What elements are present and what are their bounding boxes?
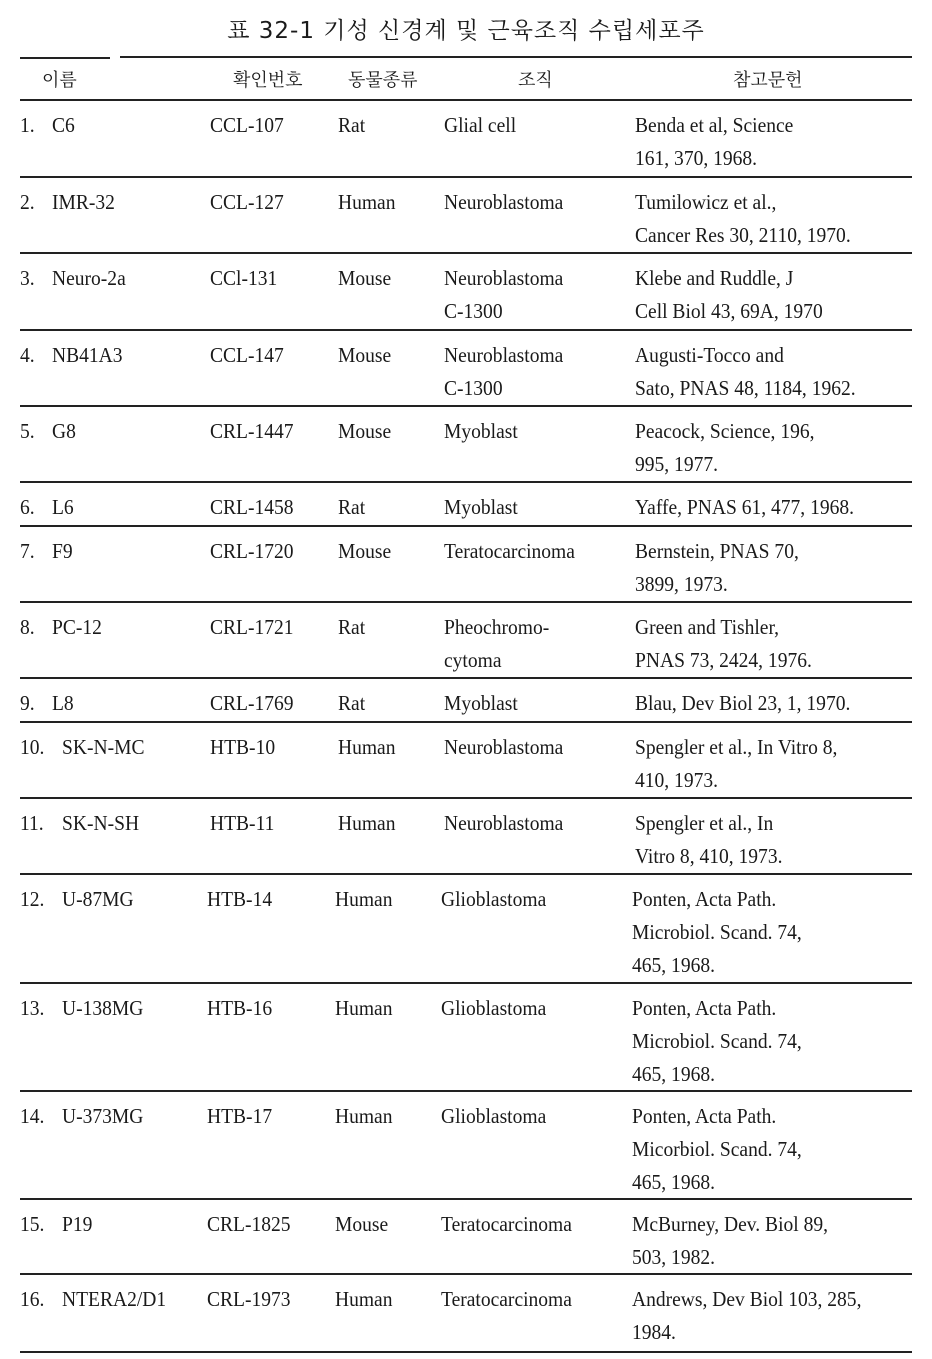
cell-name: SK-N-SH [62, 811, 140, 835]
cell-reference: Ponten, Acta Path. Microbiol. Scand. 74, 465, 1968. [632, 887, 802, 977]
cell-id: CRL-1973 [207, 1287, 291, 1311]
cell-num: 16. [20, 1287, 45, 1311]
cell-species: Human [338, 811, 396, 835]
cell-tissue: Neuroblastoma [444, 811, 564, 835]
cell-reference: Green and Tishler, PNAS 73, 2424, 1976. [635, 615, 812, 672]
cell-num: 1. [20, 113, 35, 137]
header-species: 동물종류 [348, 70, 418, 91]
cell-num: 7. [20, 539, 35, 563]
cell-id: HTB-17 [207, 1104, 273, 1128]
cell-tissue: Teratocarcinoma [441, 1212, 572, 1236]
cell-reference: Tumilowicz et al., Cancer Res 30, 2110, 1970. [635, 190, 851, 247]
cell-reference: McBurney, Dev. Biol 89, 503, 1982. [632, 1212, 828, 1269]
cell-tissue: Glioblastoma [441, 1104, 547, 1128]
cell-name: PC-12 [52, 615, 102, 639]
cell-tissue: Myoblast [444, 691, 518, 715]
cell-id: CRL-1721 [210, 615, 294, 639]
cell-id: CCL-107 [210, 113, 284, 137]
cell-reference: Benda et al, Science 161, 370, 1968. [635, 113, 794, 170]
cell-tissue: Teratocarcinoma [441, 1287, 572, 1311]
cell-num: 5. [20, 419, 35, 443]
cell-species: Mouse [338, 419, 392, 443]
cell-species: Mouse [338, 266, 392, 290]
cell-num: 6. [20, 495, 35, 519]
cell-id: HTB-16 [207, 996, 273, 1020]
cell-reference: Ponten, Acta Path. Microbiol. Scand. 74, 465, 1968. [632, 996, 802, 1086]
cell-tissue: Teratocarcinoma [444, 539, 575, 563]
cell-species: Rat [338, 691, 366, 715]
cell-reference: Yaffe, PNAS 61, 477, 1968. [635, 495, 855, 519]
cell-name: F9 [52, 539, 73, 563]
cell-name: P19 [62, 1212, 93, 1236]
cell-name: G8 [52, 419, 76, 443]
cell-reference: Spengler et al., In Vitro 8, 410, 1973. [635, 811, 783, 868]
cell-id: CRL-1825 [207, 1212, 291, 1236]
cell-reference: Ponten, Acta Path. Micorbiol. Scand. 74, 465, 1968. [632, 1104, 802, 1194]
cell-species: Human [338, 735, 396, 759]
cell-num: 10. [20, 735, 45, 759]
cell-num: 8. [20, 615, 35, 639]
cell-tissue: Glial cell [444, 113, 517, 137]
table-title: 표 32-1 기성 신경계 및 근육조직 수립세포주 [227, 18, 705, 44]
cell-name: U-138MG [62, 996, 144, 1020]
cell-num: 13. [20, 996, 45, 1020]
cell-tissue: Myoblast [444, 495, 518, 519]
cell-num: 2. [20, 190, 35, 214]
top-rule-right [120, 56, 912, 58]
cell-id: CCL-127 [210, 190, 284, 214]
top-rule-left [20, 57, 110, 59]
cell-name: L6 [52, 495, 74, 519]
cell-species: Human [335, 1104, 393, 1128]
cell-species: Human [338, 190, 396, 214]
table-row [20, 875, 912, 984]
table-row [20, 799, 912, 875]
table-row [20, 331, 912, 407]
cell-tissue: Neuroblastoma C-1300 [444, 266, 564, 323]
cell-tissue: Neuroblastoma C-1300 [444, 343, 564, 400]
cell-num: 11. [20, 811, 44, 835]
cell-num: 15. [20, 1212, 45, 1236]
cell-species: Human [335, 1287, 393, 1311]
table-row [20, 723, 912, 799]
cell-tissue: Pheochromo- cytoma [444, 615, 550, 672]
cell-tissue: Neuroblastoma [444, 735, 564, 759]
cell-id: HTB-14 [207, 887, 273, 911]
cell-reference: Andrews, Dev Biol 103, 285, 1984. [632, 1287, 862, 1344]
table-row [20, 254, 912, 331]
cell-id: CRL-1769 [210, 691, 294, 715]
cell-id: HTB-11 [210, 811, 275, 835]
cell-species: Mouse [335, 1212, 389, 1236]
cell-id: CCl-131 [210, 266, 278, 290]
table-row [20, 984, 912, 1092]
cell-species: Rat [338, 113, 366, 137]
header-reference: 참고문헌 [733, 70, 803, 91]
cell-name: L8 [52, 691, 74, 715]
cell-num: 12. [20, 887, 45, 911]
cell-id: HTB-10 [210, 735, 276, 759]
cell-id: CRL-1458 [210, 495, 294, 519]
cell-species: Human [335, 887, 393, 911]
cell-species: Rat [338, 615, 366, 639]
cell-id: CRL-1447 [210, 419, 294, 443]
cell-reference: Augusti-Tocco and Sato, PNAS 48, 1184, 1962. [635, 343, 856, 400]
table-row [20, 1275, 912, 1353]
cell-name: NTERA2/D1 [62, 1287, 167, 1311]
cell-reference: Peacock, Science, 196, 995, 1977. [635, 419, 815, 476]
cell-tissue: Glioblastoma [441, 887, 547, 911]
table-row [20, 527, 912, 603]
cell-species: Mouse [338, 539, 392, 563]
cell-num: 4. [20, 343, 35, 367]
cell-name: IMR-32 [52, 190, 115, 214]
cell-num: 3. [20, 266, 35, 290]
cell-tissue: Glioblastoma [441, 996, 547, 1020]
table-row [20, 603, 912, 679]
header-id: 확인번호 [233, 70, 303, 91]
cell-id: CCL-147 [210, 343, 284, 367]
cell-num: 9. [20, 691, 35, 715]
cell-tissue: Myoblast [444, 419, 518, 443]
header-tissue: 조직 [518, 70, 553, 91]
cell-name: U-87MG [62, 887, 134, 911]
table-row [20, 407, 912, 483]
cell-name: Neuro-2a [52, 266, 126, 290]
table-row [20, 483, 912, 527]
cell-name: C6 [52, 113, 75, 137]
cell-species: Human [335, 996, 393, 1020]
cell-reference: Spengler et al., In Vitro 8, 410, 1973. [635, 735, 838, 792]
table-row [20, 1092, 912, 1200]
table-row [20, 1200, 912, 1275]
cell-name: SK-N-MC [62, 735, 145, 759]
table-row [20, 101, 912, 178]
cell-reference: Blau, Dev Biol 23, 1, 1970. [635, 691, 851, 715]
cell-num: 14. [20, 1104, 45, 1128]
table-row [20, 679, 912, 723]
cell-name: U-373MG [62, 1104, 144, 1128]
cell-species: Rat [338, 495, 366, 519]
cell-tissue: Neuroblastoma [444, 190, 564, 214]
cell-reference: Bernstein, PNAS 70, 3899, 1973. [635, 539, 799, 596]
cell-id: CRL-1720 [210, 539, 294, 563]
cell-name: NB41A3 [52, 343, 123, 367]
cell-reference: Klebe and Ruddle, J Cell Biol 43, 69A, 1970 [635, 266, 823, 323]
table-row [20, 178, 912, 254]
cell-species: Mouse [338, 343, 392, 367]
header-name: 이름 [42, 70, 77, 91]
